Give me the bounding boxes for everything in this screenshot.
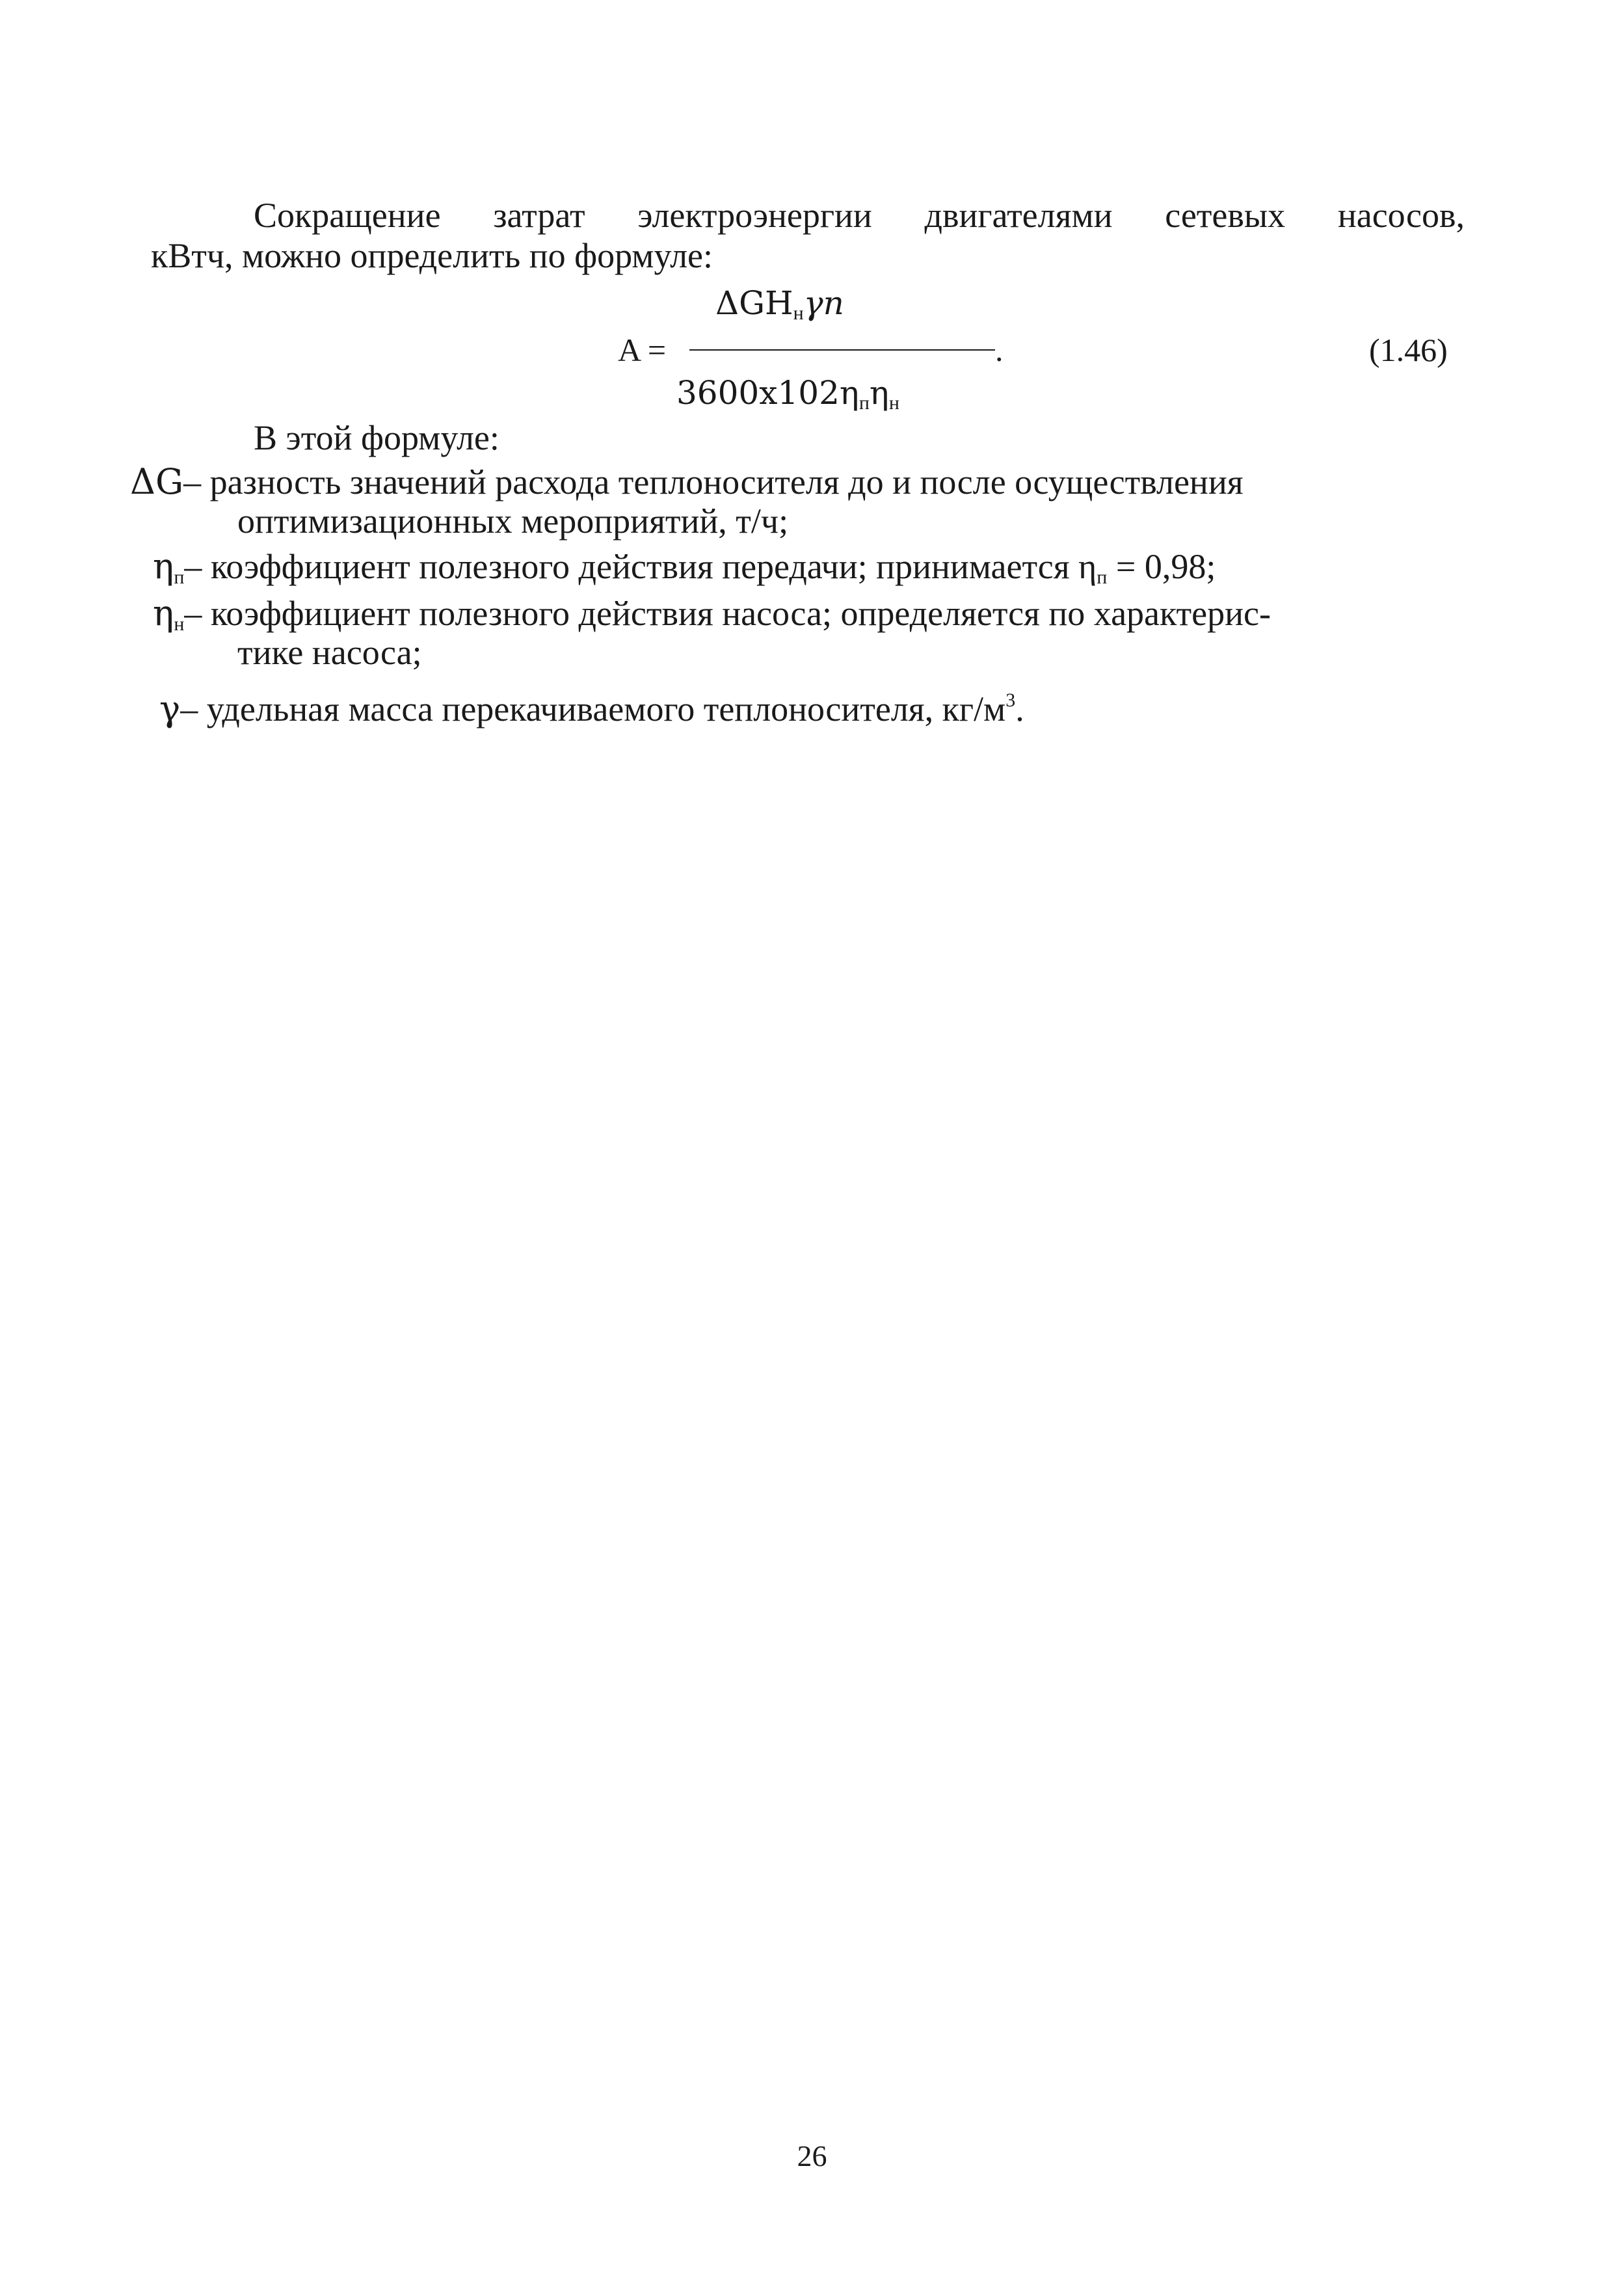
formula-trailing-dot: . — [995, 332, 1004, 368]
delta-g-symbol: ΔG — [130, 461, 184, 502]
definition-eta-n-line-2: тике насоса; — [237, 633, 422, 672]
formula-number: (1.46) — [1369, 332, 1448, 368]
formula-numerator: $\Delta GH_н\gamma n$ — [715, 284, 844, 324]
eta-p-symbol: η — [153, 546, 174, 587]
definition-gamma: γ– удельная масса перекачиваемого теплоносителя, $кг/м^3$. — [159, 688, 1024, 729]
formula-denominator: $3600x102\eta_п\eta_н$ — [676, 374, 899, 414]
page-number: 26 — [797, 2139, 827, 2172]
definition-delta-g-line-1: ΔG– разность значений расхода теплоносителя до и после осуществления — [130, 461, 1244, 502]
definition-eta-n-line-1: $\eta_н-$ коэффициент полезного действия насоса; определяется по характерис- — [153, 593, 1271, 635]
gamma-symbol: γ — [159, 688, 181, 729]
definition-eta-p: $\eta_п-$ коэффициент полезного действия передачи; принимается $\eta_п = 0,98$; — [153, 546, 1216, 588]
legend-intro: В этой формуле: — [254, 418, 499, 457]
definition-delta-g-line-2: оптимизационных мероприятий, т/ч; — [237, 501, 789, 541]
intro-line-1: Сокращение затрат электроэнергии двигателями сетевых насосов, — [254, 196, 1465, 235]
eta-n-symbol: η — [153, 593, 174, 634]
intro-line-2: кВтч, можно определить по формуле: — [151, 236, 713, 275]
formula-lhs: A = — [618, 332, 667, 368]
fraction-bar — [689, 349, 995, 351]
